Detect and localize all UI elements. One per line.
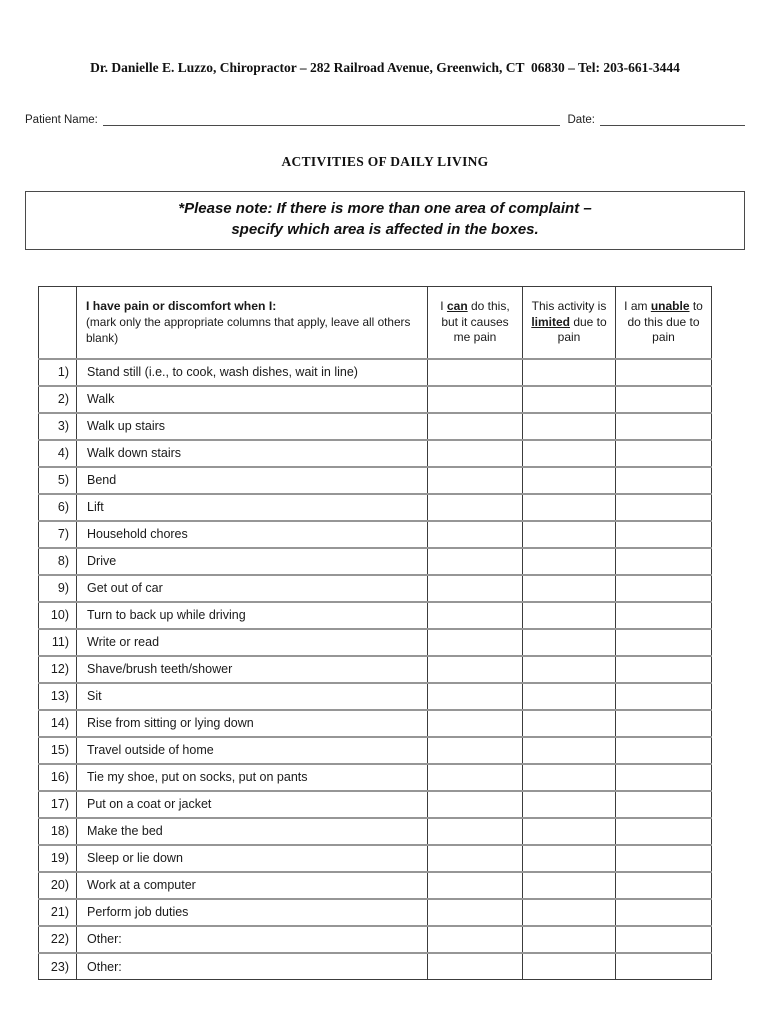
date-field[interactable] <box>600 112 745 126</box>
unable-answer-cell[interactable] <box>616 899 712 926</box>
row-number: 2) <box>39 386 77 413</box>
table-row <box>39 575 712 602</box>
activity-label: Put on a coat or jacket <box>77 791 428 818</box>
table-row <box>39 359 712 386</box>
unable-header-pre: I am <box>624 299 651 314</box>
limited-answer-cell[interactable] <box>523 359 616 386</box>
unable-answer-cell[interactable] <box>616 602 712 629</box>
limited-answer-cell[interactable] <box>523 953 616 980</box>
limited-answer-cell[interactable] <box>523 872 616 899</box>
can-answer-cell[interactable] <box>428 899 523 926</box>
limited-answer-cell[interactable] <box>523 737 616 764</box>
can-answer-cell[interactable] <box>428 683 523 710</box>
table-row <box>39 440 712 467</box>
limited-answer-cell[interactable] <box>523 386 616 413</box>
table-header-row <box>39 287 712 359</box>
row-number: 8) <box>39 548 77 575</box>
activity-label: Work at a computer <box>77 872 428 899</box>
can-answer-cell[interactable] <box>428 602 523 629</box>
activity-label: Turn to back up while driving <box>77 602 428 629</box>
table-row <box>39 845 712 872</box>
activity-label: Walk <box>77 386 428 413</box>
can-answer-cell[interactable] <box>428 467 523 494</box>
page-title: ACTIVITIES OF DAILY LIVING <box>281 154 489 169</box>
prompt-column-header <box>77 287 428 359</box>
limited-answer-cell[interactable] <box>523 818 616 845</box>
unable-answer-cell[interactable] <box>616 710 712 737</box>
row-number: 10) <box>39 602 77 629</box>
unable-header-emphasis: unable <box>650 299 690 314</box>
prompt-heading: I have pain or discomfort when I: <box>86 299 277 314</box>
limited-answer-cell[interactable] <box>523 845 616 872</box>
can-answer-cell[interactable] <box>428 575 523 602</box>
can-answer-cell[interactable] <box>428 953 523 980</box>
unable-answer-cell[interactable] <box>616 359 712 386</box>
activity-label: Walk down stairs <box>77 440 428 467</box>
unable-answer-cell[interactable] <box>616 926 712 953</box>
can-answer-cell[interactable] <box>428 413 523 440</box>
table-row <box>39 764 712 791</box>
unable-answer-cell[interactable] <box>616 386 712 413</box>
table-row <box>39 683 712 710</box>
can-answer-cell[interactable] <box>428 386 523 413</box>
table-row <box>39 629 712 656</box>
table-row <box>39 386 712 413</box>
table-row <box>39 899 712 926</box>
prompt-subtext: (mark only the appropriate columns that apply, leave all others blank) <box>86 315 411 345</box>
row-number: 18) <box>39 818 77 845</box>
limited-answer-cell[interactable] <box>523 683 616 710</box>
limited-answer-cell[interactable] <box>523 899 616 926</box>
row-number: 19) <box>39 845 77 872</box>
limited-answer-cell[interactable] <box>523 602 616 629</box>
unable-answer-cell[interactable] <box>616 494 712 521</box>
unable-answer-cell[interactable] <box>616 413 712 440</box>
activity-label: Tie my shoe, put on socks, put on pants <box>77 764 428 791</box>
can-answer-cell[interactable] <box>428 764 523 791</box>
activity-label: Get out of car <box>77 575 428 602</box>
unable-header-post: to do this due to pain <box>627 299 703 345</box>
table-row <box>39 656 712 683</box>
activity-label: Rise from sitting or lying down <box>77 710 428 737</box>
row-number: 16) <box>39 764 77 791</box>
unable-answer-cell[interactable] <box>616 683 712 710</box>
can-header-post: do this, but it causes me pain <box>441 299 510 345</box>
row-number: 22) <box>39 926 77 953</box>
limited-answer-cell[interactable] <box>523 926 616 953</box>
can-answer-cell[interactable] <box>428 521 523 548</box>
unable-column-header <box>616 287 712 359</box>
limited-answer-cell[interactable] <box>523 548 616 575</box>
table-row <box>39 872 712 899</box>
unable-answer-cell[interactable] <box>616 467 712 494</box>
can-answer-cell[interactable] <box>428 440 523 467</box>
unable-answer-cell[interactable] <box>616 629 712 656</box>
unable-answer-cell[interactable] <box>616 521 712 548</box>
activity-label: Stand still (i.e., to cook, wash dishes, wait in line) <box>77 359 428 386</box>
can-answer-cell[interactable] <box>428 818 523 845</box>
table-row <box>39 818 712 845</box>
activity-label: Other: <box>77 953 428 980</box>
can-column-header <box>428 287 523 359</box>
activity-label: Household chores <box>77 521 428 548</box>
row-number: 14) <box>39 710 77 737</box>
table-row <box>39 791 712 818</box>
limited-answer-cell[interactable] <box>523 467 616 494</box>
table-row <box>39 548 712 575</box>
limited-answer-cell[interactable] <box>523 440 616 467</box>
limited-answer-cell[interactable] <box>523 494 616 521</box>
table-row <box>39 710 712 737</box>
table-row <box>39 953 712 980</box>
date-label: Date: <box>567 114 595 126</box>
limited-header-pre: This activity is <box>531 299 607 314</box>
row-number: 6) <box>39 494 77 521</box>
can-answer-cell[interactable] <box>428 656 523 683</box>
row-number: 1) <box>39 359 77 386</box>
unable-answer-cell[interactable] <box>616 872 712 899</box>
row-number: 3) <box>39 413 77 440</box>
unable-answer-cell[interactable] <box>616 737 712 764</box>
unable-answer-cell[interactable] <box>616 656 712 683</box>
limited-column-header <box>523 287 616 359</box>
activity-label: Sit <box>77 683 428 710</box>
limited-answer-cell[interactable] <box>523 710 616 737</box>
clinic-header: Dr. Danielle E. Luzzo, Chiropractor – 282 Railroad Avenue, Greenwich, CT 06830 – Tel: 203-661-3444 <box>90 60 680 75</box>
row-number: 7) <box>39 521 77 548</box>
note-box <box>25 191 745 250</box>
table-row <box>39 926 712 953</box>
activity-label: Sleep or lie down <box>77 845 428 872</box>
note-line-2: specify which area is affected in the boxes. <box>231 220 539 238</box>
table-row <box>39 737 712 764</box>
limited-answer-cell[interactable] <box>523 575 616 602</box>
row-number: 12) <box>39 656 77 683</box>
limited-answer-cell[interactable] <box>523 764 616 791</box>
note-line-1: *Please note: If there is more than one area of complaint – <box>178 200 592 217</box>
number-column-header <box>39 287 77 359</box>
table-row <box>39 521 712 548</box>
activity-label: Other: <box>77 926 428 953</box>
unable-answer-cell[interactable] <box>616 764 712 791</box>
patient-name-field[interactable] <box>103 112 560 126</box>
unable-answer-cell[interactable] <box>616 791 712 818</box>
unable-answer-cell[interactable] <box>616 845 712 872</box>
limited-answer-cell[interactable] <box>523 791 616 818</box>
row-number: 23) <box>39 953 77 980</box>
row-number: 17) <box>39 791 77 818</box>
row-number: 5) <box>39 467 77 494</box>
limited-header-emphasis: limited <box>531 314 570 329</box>
can-answer-cell[interactable] <box>428 737 523 764</box>
row-number: 20) <box>39 872 77 899</box>
unable-answer-cell[interactable] <box>616 818 712 845</box>
patient-name-label: Patient Name: <box>25 114 98 126</box>
limited-answer-cell[interactable] <box>523 413 616 440</box>
can-answer-cell[interactable] <box>428 845 523 872</box>
can-header-pre: I <box>440 299 447 314</box>
can-answer-cell[interactable] <box>428 548 523 575</box>
limited-header-post: due to pain <box>557 314 607 345</box>
activity-label: Walk up stairs <box>77 413 428 440</box>
can-answer-cell[interactable] <box>428 629 523 656</box>
can-answer-cell[interactable] <box>428 872 523 899</box>
table-row <box>39 494 712 521</box>
activity-label: Shave/brush teeth/shower <box>77 656 428 683</box>
unable-answer-cell[interactable] <box>616 440 712 467</box>
can-answer-cell[interactable] <box>428 791 523 818</box>
adl-table <box>38 286 712 980</box>
limited-answer-cell[interactable] <box>523 656 616 683</box>
can-answer-cell[interactable] <box>428 494 523 521</box>
can-answer-cell[interactable] <box>428 359 523 386</box>
activity-label: Lift <box>77 494 428 521</box>
row-number: 11) <box>39 629 77 656</box>
unable-answer-cell[interactable] <box>616 953 712 980</box>
activity-label: Bend <box>77 467 428 494</box>
limited-answer-cell[interactable] <box>523 521 616 548</box>
unable-answer-cell[interactable] <box>616 548 712 575</box>
can-answer-cell[interactable] <box>428 710 523 737</box>
row-number: 4) <box>39 440 77 467</box>
activity-label: Drive <box>77 548 428 575</box>
can-header-emphasis: can <box>446 299 468 314</box>
row-number: 13) <box>39 683 77 710</box>
row-number: 9) <box>39 575 77 602</box>
activity-label: Make the bed <box>77 818 428 845</box>
activity-label: Perform job duties <box>77 899 428 926</box>
limited-answer-cell[interactable] <box>523 629 616 656</box>
table-row <box>39 467 712 494</box>
can-answer-cell[interactable] <box>428 926 523 953</box>
activity-label: Travel outside of home <box>77 737 428 764</box>
row-number: 21) <box>39 899 77 926</box>
row-number: 15) <box>39 737 77 764</box>
table-row <box>39 413 712 440</box>
patient-info-row <box>25 112 745 126</box>
activity-label: Write or read <box>77 629 428 656</box>
table-row <box>39 602 712 629</box>
unable-answer-cell[interactable] <box>616 575 712 602</box>
